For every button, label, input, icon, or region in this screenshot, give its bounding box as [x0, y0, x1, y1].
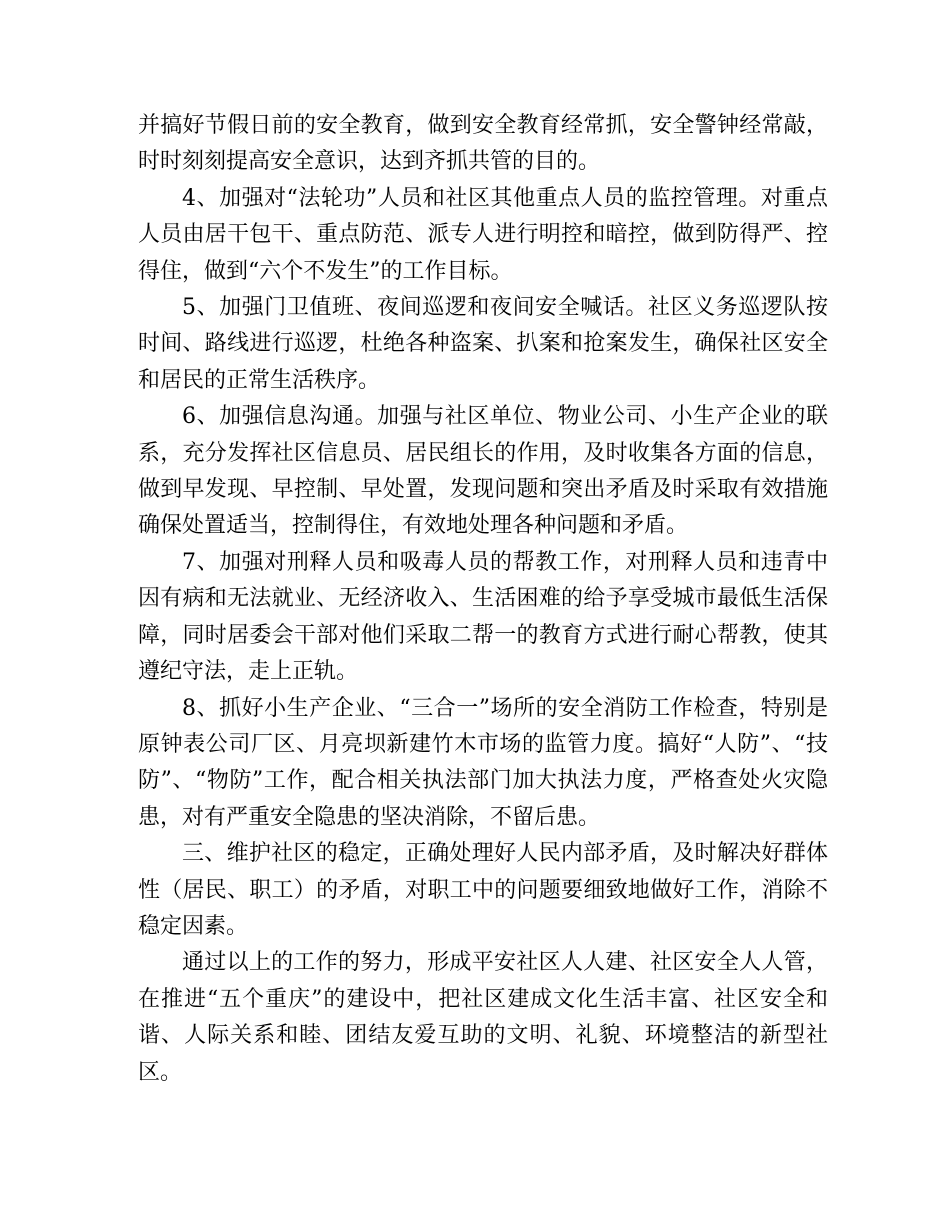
paragraph-item-7: 7、加强对刑释人员和吸毒人员的帮教工作，对刑释人员和违青中因有病和无法就业、无经济收入、生活困难的给予享受城市最低生活保障，同时居委会干部对他们采取二帮一的教育方式进行耐心帮教，使其遵纪守法，走上正轨。	[138, 549, 828, 685]
paragraph-item-4: 4、加强对“法轮功”人员和社区其他重点人员的监控管理。对重点人员由居干包干、重点防范、派专人进行明控和暗控，做到防得严、控得住，做到“六个不发生”的工作目标。	[138, 185, 828, 284]
paragraph-item-5: 5、加强门卫值班、夜间巡逻和夜间安全喊话。社区义务巡逻队按时间、路线进行巡逻，杜绝各种盗案、扒案和抢案发生，确保社区安全和居民的正常生活秩序。	[138, 295, 828, 393]
paragraph-conclusion: 通过以上的工作的努力，形成平安社区人人建、社区安全人人管，在推进“五个重庆”的建设中，把社区建成文化生活丰富、社区安全和谐、人际关系和睦、团结友爱互助的文明、礼貌、环境整洁的新型社区。	[138, 950, 828, 1085]
paragraph-section-3: 三、维护社区的稳定，正确处理好人民内部矛盾，及时解决好群体性（居民、职工）的矛盾，对职工中的问题要细致地做好工作，消除不稳定因素。	[138, 841, 828, 939]
paragraph-item-6: 6、加强信息沟通。加强与社区单位、物业公司、小生产企业的联系，充分发挥社区信息员、居民组长的作用，及时收集各方面的信息，做到早发现、早控制、早处置，发现问题和突出矛盾及时采取有效措施确保处置适当，控制得住，有效地处理各种问题和矛盾。	[138, 404, 828, 539]
paragraph-item-8: 8、抓好小生产企业、“三合一”场所的安全消防工作检查，特别是原钟表公司厂区、月亮坝新建竹木市场的监管力度。搞好“人防”、“技防”、“物防”工作，配合相关执法部门加大执法力度，严格查处火灾隐患，对有严重安全隐患的坚决消除，不留后患。	[138, 695, 828, 830]
paragraph-continuation: 并搞好节假日前的安全教育，做到安全教育经常抓，安全警钟经常敲，时时刻刻提高安全意识，达到齐抓共管的目的。	[138, 113, 828, 175]
document-page	[138, 108, 828, 1091]
